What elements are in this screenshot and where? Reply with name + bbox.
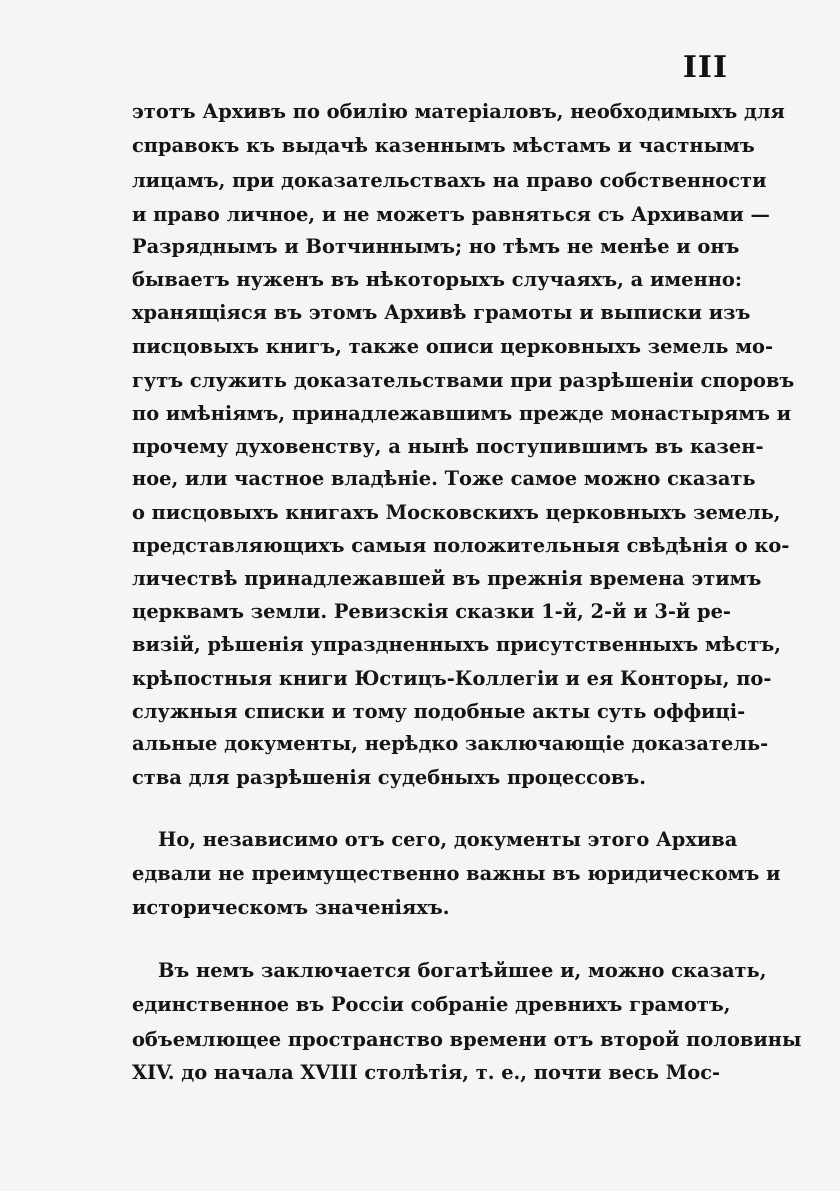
text-line: альные документы, нерѣдко заключающіе доказатель- [132, 732, 769, 755]
text-line: едвали не преимущественно важны въ юридическомъ и [132, 862, 781, 885]
text-line: XIV. до начала XVIII столѣтія, т. е., почти весь Мос- [132, 1061, 721, 1084]
text-line: справокъ къ выдачѣ казеннымъ мѣстамъ и частнымъ [132, 134, 755, 157]
text-line: единственное въ Россіи собраніе древнихъ грамотъ, [132, 993, 731, 1016]
text-line: и право личное, и не можетъ равняться съ Архивами — [132, 203, 770, 226]
text-line: писцовыхъ книгъ, также описи церковныхъ земель мо- [132, 335, 774, 358]
text-line: ства для разрѣшенія судебныхъ процессовъ. [132, 766, 647, 789]
text-line: объемлющее пространство времени отъ второй половины [132, 1028, 802, 1051]
text-line: визій, рѣшенія упраздненныхъ присутственныхъ мѣстъ, [132, 633, 781, 656]
text-line: по имѣніямъ, принадлежавшимъ прежде монастырямъ и [132, 402, 792, 425]
text-line: церквамъ земли. Ревизскія сказки 1-й, 2-й и 3-й ре- [132, 600, 731, 623]
text-line: личествѣ принадлежавшей въ прежнія времена этимъ [132, 567, 762, 590]
text-line: Но, независимо отъ сего, документы этого Архива [158, 828, 738, 851]
text-line: Разряднымъ и Вотчиннымъ; но тѣмъ не менѣе и онъ [132, 235, 740, 258]
text-line: бываетъ нуженъ въ нѣкоторыхъ случаяхъ, а именно: [132, 268, 742, 291]
text-line: хранящіяся въ этомъ Архивѣ грамоты и выписки изъ [132, 301, 751, 324]
text-line: Въ немъ заключается богатѣйшее и, можно сказать, [158, 959, 767, 982]
text-line: ное, или частное владѣніе. Тоже самое можно сказать [132, 467, 756, 490]
text-line: историческомъ значеніяхъ. [132, 896, 450, 919]
page-number: III [682, 50, 728, 85]
text-line: прочему духовенству, а нынѣ поступившимъ въ казен- [132, 435, 764, 458]
text-line: представляющихъ самыя положительныя свѣдѣнія о ко- [132, 534, 790, 557]
text-line: гутъ служить доказательствами при разрѣшеніи споровъ [132, 369, 795, 392]
text-line: этотъ Архивъ по обилію матеріаловъ, необходимыхъ для [132, 100, 785, 123]
text-line: лицамъ, при доказательствахъ на право собственности [132, 169, 767, 192]
text-line: о писцовыхъ книгахъ Московскихъ церковныхъ земель, [132, 501, 781, 524]
text-line: служныя списки и тому подобные акты суть оффиці- [132, 700, 746, 723]
text-line: крѣпостныя книги Юстицъ-Коллегіи и ея Конторы, по- [132, 667, 772, 690]
